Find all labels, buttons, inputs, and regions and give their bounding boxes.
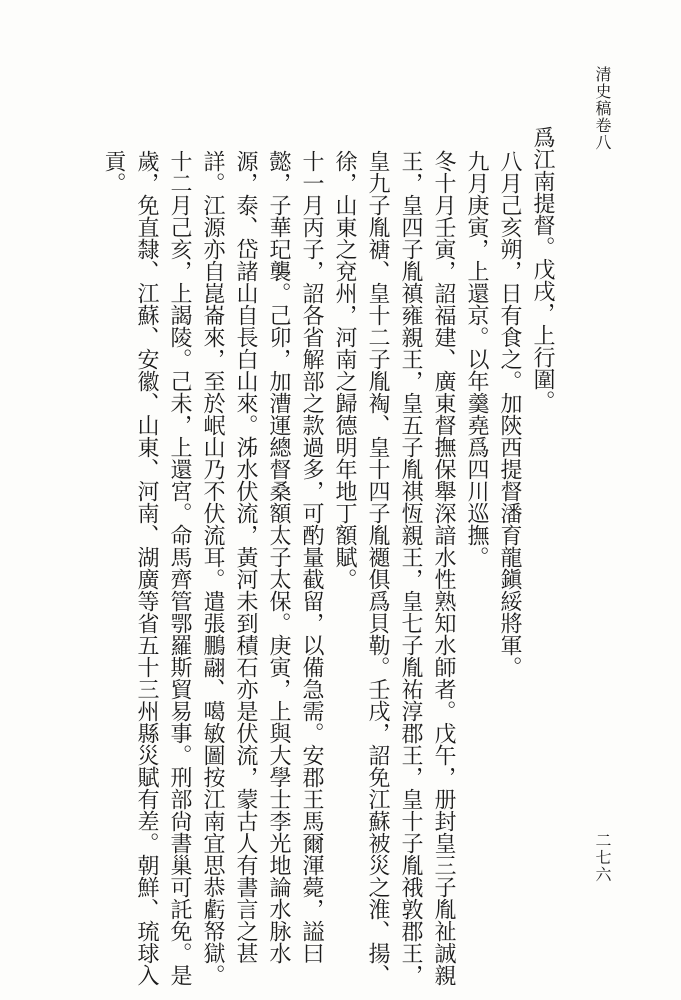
running-head: 清史稿卷八: [593, 66, 612, 151]
paragraph-3: 九月庚寅，上還京。以年羹堯爲四川巡撫。: [464, 150, 489, 568]
page-number: 二七六: [593, 832, 612, 883]
main-text: [101, 126, 559, 986]
paragraph-4: 冬十月壬寅，詔福建、廣東督撫保舉深諳水性熟知水師者。戊午，册封皇三子胤祉誠親王，皇四子胤禛雍親王，皇五子胤祺恆親王，皇七子胤祐淳郡王，皇十子胤䄉敦郡王，皇九子胤禟、皇十二子胤裪、皇十四子胤禵俱爲貝勒。壬戌，詔免江蘇被災之淮、揚、徐，山東之兗州，河南之歸德明年地丁額賦。: [332, 150, 456, 986]
paragraph-5: 十一月丙子，詔各省解部之款過多，可酌量截留，以備急需。安郡王馬爾渾薨，謚曰懿，子華玘襲。己卯，加漕運總督桑額太子太保。庚寅，上與大學士李光地論水脉水源，泰、岱諸山自長白山來。泲水伏流，黃河未到積石亦是伏流，蒙古人有書言之甚詳。江源亦自崑崙來，至於岷山乃不伏流耳。遣張鵬翮、噶敏圖按江南宜思恭虧帑獄。: [200, 150, 324, 986]
paragraph-2: 八月己亥朔，日有食之。加陝西提督潘育龍鎭綏將軍。: [497, 150, 522, 678]
paragraph-6: 十二月己亥，上謁陵。己未，上還宮。命馬齊管鄂羅斯貿易事。刑部尙書巢可託免。是歲，免直隸、江蘇、安徽、山東、河南、湖廣等省五十三州縣災賦有差。朝鮮、琉球入貢。: [101, 150, 192, 986]
paragraph-1: 爲江南提督。戊戌，上行圍。: [530, 126, 555, 412]
